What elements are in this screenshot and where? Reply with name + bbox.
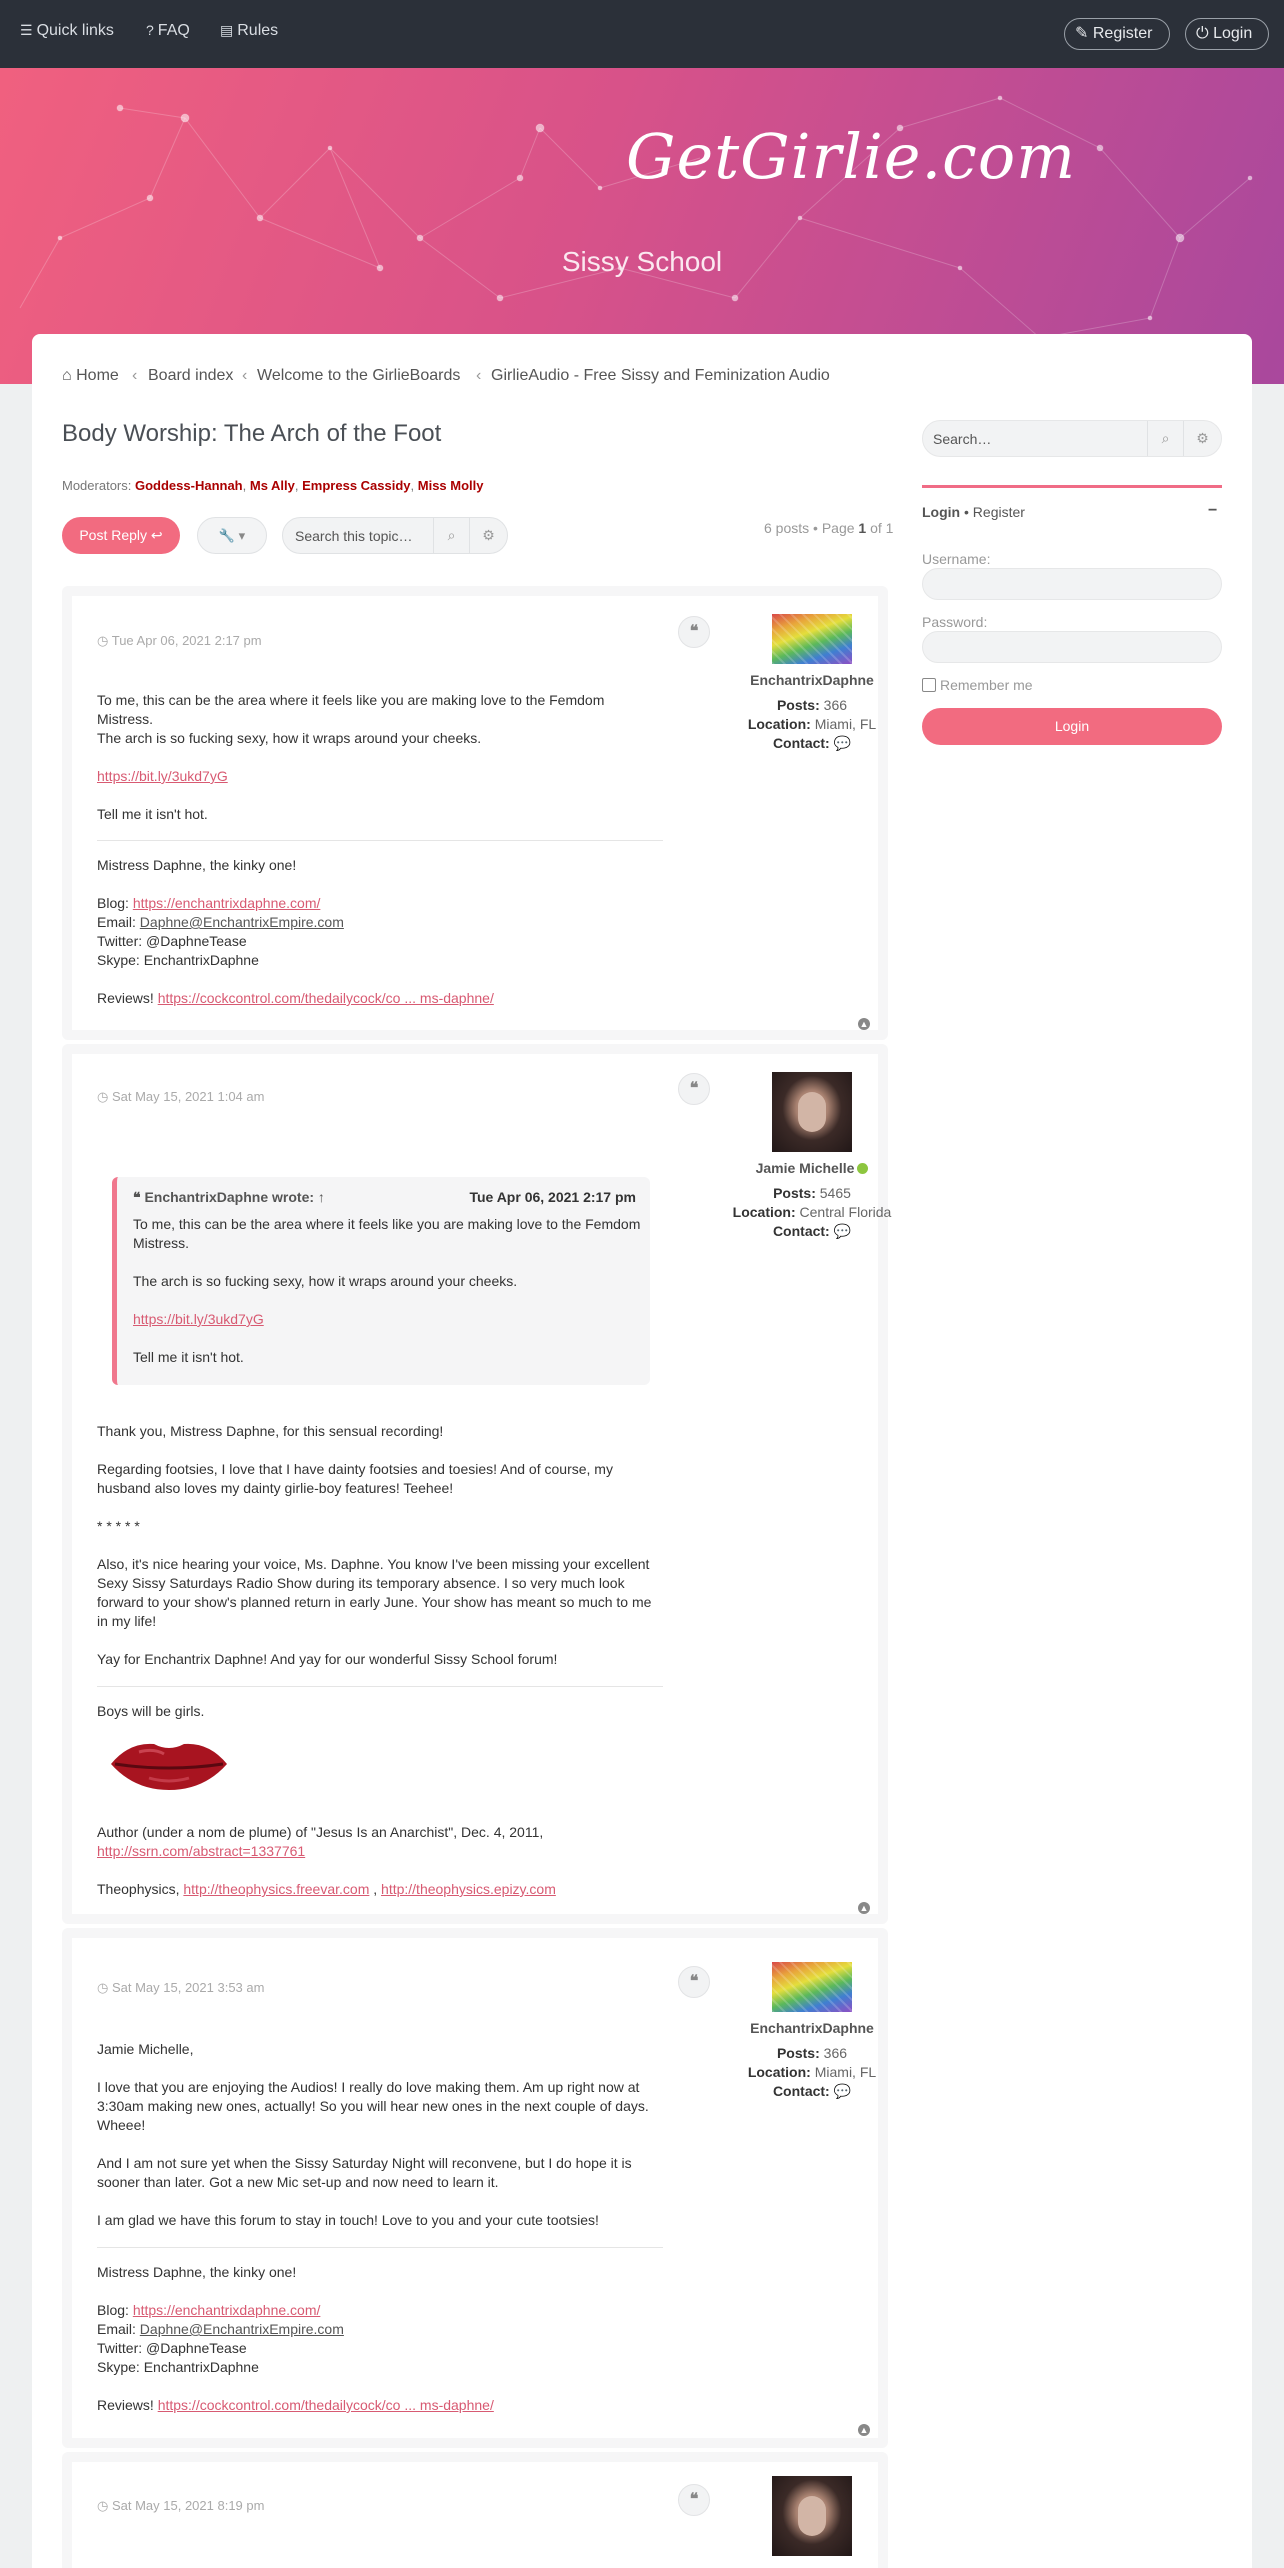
breadcrumb-separator: ‹ [242, 367, 248, 384]
post-text: I love that you are enjoying the Audios! I really do love making them. Am up right now at 3:30am making new ones, actually! So you will hear new ones in the next couple of days. Wheee! [97, 2079, 649, 2133]
contact-icon[interactable]: 💬 [833, 735, 852, 751]
post-date[interactable]: ◷ Sat May 15, 2021 8:19 pm [97, 2498, 265, 2513]
sidebar-login-link[interactable]: Login [922, 504, 961, 520]
signature-reviews: Reviews! https://cockcontrol.com/thedailycock/co ... ms-daphne/ [97, 990, 494, 1006]
book-icon: ▤ [220, 22, 234, 38]
post-text: The arch is so fucking sexy, how it wraps around your cheeks. [97, 730, 482, 746]
advanced-search-icon[interactable]: ⚙ [469, 518, 507, 553]
post-profile: EnchantrixDaphne Posts: 366 Location: Miami, FL Contact: 💬 [732, 1962, 892, 2101]
quote-button[interactable]: ❝ [678, 616, 710, 648]
username-field[interactable] [922, 568, 1222, 600]
breadcrumb-separator: ‹ [132, 367, 138, 384]
signature-text: Author (under a nom de plume) of "Jesus Is an Anarchist", Dec. 4, 2011, [97, 1824, 544, 1840]
signature-divider [97, 1686, 663, 1687]
post-profile: EnchantrixDaphne Posts: 366 Location: Miami, FL Contact: 💬 [732, 614, 892, 753]
signature-blog: Blog: https://enchantrixdaphne.com/ [97, 895, 321, 911]
post-text: To me, this can be the area where it feels like you are making love to the Femdom Mistress. [97, 692, 605, 727]
signature-link[interactable]: http://ssrn.com/abstract=1337761 [97, 1843, 306, 1859]
clock-icon: ◷ [97, 633, 109, 648]
moderator-link[interactable]: Ms Ally [249, 478, 295, 493]
post-profile: Jamie Michelle Posts: 5465 Location: Central Florida Contact: 💬 [732, 1072, 892, 1241]
avatar[interactable] [772, 614, 852, 664]
signature-text: Mistress Daphne, the kinky one! [97, 857, 297, 873]
moderator-link[interactable]: Empress Cassidy [302, 478, 411, 493]
post-date[interactable]: ◷ Tue Apr 06, 2021 2:17 pm [97, 633, 262, 648]
back-to-top-icon[interactable]: ▲ [859, 1903, 869, 1913]
username-link[interactable]: EnchantrixDaphne [750, 672, 874, 688]
top-navbar [0, 0, 1284, 68]
password-field[interactable] [922, 631, 1222, 663]
breadcrumb-board-index[interactable]: Board index [148, 367, 234, 384]
remember-me-checkbox[interactable] [922, 678, 936, 692]
clock-icon: ◷ [97, 1980, 109, 1995]
breadcrumb-subforum[interactable]: GirlieAudio - Free Sissy and Feminization Audio [491, 367, 830, 384]
post [62, 1928, 888, 2448]
signature-text: Skype: EnchantrixDaphne [97, 2359, 259, 2375]
moderator-link[interactable]: Miss Molly [417, 478, 484, 493]
remember-me: Remember me [922, 677, 1033, 693]
moderators: Moderators: Goddess-Hannah, Ms Ally, Empress Cassidy, Miss Molly [62, 478, 484, 493]
pagination: 6 posts • Page 1 of 1 [764, 520, 894, 536]
sidebar-accent-bar [922, 485, 1222, 488]
post-text: Thank you, Mistress Daphne, for this sensual recording! [97, 1423, 444, 1439]
signature-reviews: Reviews! https://cockcontrol.com/thedailycock/co ... ms-daphne/ [97, 2397, 494, 2413]
post-profile [732, 2476, 892, 2556]
signature-links: Theophysics, http://theophysics.freevar.com , http://theophysics.epizy.com [97, 1881, 556, 1897]
signature-text: Twitter: @DaphneTease [97, 2340, 247, 2356]
post [62, 1044, 892, 1924]
signature-email: Email: Daphne@EnchantrixEmpire.com [97, 2321, 344, 2337]
register-button[interactable]: ✎ Register [1064, 18, 1170, 50]
back-to-top-icon[interactable]: ▲ [859, 2425, 869, 2435]
site-description: Sissy School [561, 246, 723, 277]
post-text: Also, it's nice hearing your voice, Ms. Daphne. You know I've been missing your excellent Sexy Sissy Saturdays Radio Show during its temporary absence. I so very much look forward to your show's planned return in early June. Your show has meant so much to me in my life! [97, 1556, 652, 1629]
quote-citation: ❝ EnchantrixDaphne wrote: ↑ [133, 1189, 325, 1205]
login-button[interactable]: ⏻ Login [1185, 18, 1269, 50]
wrench-icon: 🔧 [218, 528, 236, 543]
post-reply-button[interactable]: Post Reply ↩ [62, 517, 180, 554]
faq-link[interactable]: ? FAQ [146, 22, 190, 39]
post-text: I am glad we have this forum to stay in touch! Love to you and your cute tootsies! [97, 2212, 599, 2228]
breadcrumb-separator: ‹ [476, 367, 482, 384]
breadcrumb-forum[interactable]: Welcome to the GirlieBoards [257, 367, 461, 384]
quick-links-menu[interactable]: ☰ Quick links [20, 22, 114, 39]
reply-icon: ↩ [150, 527, 163, 543]
breadcrumb-home[interactable]: ⌂ Home [62, 367, 119, 384]
clock-icon: ◷ [97, 2498, 109, 2513]
moderator-link[interactable]: Goddess-Hannah [135, 478, 243, 493]
username-link[interactable]: Jamie Michelle [755, 1160, 855, 1176]
sidebar-login-button[interactable]: Login [922, 708, 1222, 745]
edit-icon: ✎ [1075, 25, 1089, 42]
post-text: And I am not sure yet when the Sissy Saturday Night will reconvene, but I do hope it is sooner than later. Got a new Mic set-up and now need to learn it. [97, 2155, 632, 2190]
topic-title[interactable]: Body Worship: The Arch of the Foot [62, 420, 442, 447]
signature-divider [97, 2247, 663, 2248]
post-date[interactable]: ◷ Sat May 15, 2021 1:04 am [97, 1089, 265, 1104]
avatar[interactable] [772, 2476, 852, 2556]
quote-link[interactable]: https://bit.ly/3ukd7yG [133, 1311, 264, 1327]
post-text: Regarding footsies, I love that I have dainty footsies and toesies! And of course, my husband also loves my dainty girlie-boy features! Teehee! [97, 1461, 613, 1496]
username-label: Username: [922, 551, 991, 567]
sidebar-search-box [922, 420, 1222, 457]
advanced-search-icon[interactable]: ⚙ [1183, 421, 1221, 456]
caret-down-icon: ▾ [238, 528, 246, 543]
question-icon: ? [146, 22, 154, 38]
signature-email: Email: Daphne@EnchantrixEmpire.com [97, 914, 344, 930]
power-icon: ⏻ [1196, 25, 1209, 42]
blockquote: ❝ EnchantrixDaphne wrote: ↑ Tue Apr 06, 2021 2:17 pm To me, this can be the area where it feels like you are making love to the Femdom Mistress. The arch is so fucking sexy, how it wraps around your cheeks. https://bit.ly/3ukd7yG Tell me it isn't hot. [112, 1177, 650, 1385]
post-text: Yay for Enchantrix Daphne! And yay for our wonderful Sissy School forum! [97, 1651, 558, 1667]
signature-divider [97, 840, 663, 841]
contact-icon[interactable]: 💬 [833, 1223, 852, 1239]
sidebar-login-header: Login • Register [922, 504, 1025, 520]
site-logo[interactable]: GetGirlie.com [626, 120, 1077, 193]
signature-blog: Blog: https://enchantrixdaphne.com/ [97, 2302, 321, 2318]
post [62, 2452, 888, 2568]
topic-tools-dropdown[interactable] [197, 517, 267, 554]
avatar[interactable] [772, 1962, 852, 2012]
sidebar-search-input[interactable]: Search… [933, 431, 992, 447]
post-text: * * * * * [97, 1518, 140, 1534]
home-icon: ⌂ [62, 367, 72, 384]
search-icon[interactable]: ⌕ [433, 518, 469, 553]
post-text: Jamie Michelle, [97, 2041, 194, 2057]
password-label: Password: [922, 614, 988, 630]
contact-icon[interactable]: 💬 [833, 2083, 852, 2099]
rules-link[interactable]: ▤ Rules [220, 22, 279, 39]
topic-search-box [282, 517, 508, 554]
lips-image [109, 1734, 229, 1792]
signature-text: Twitter: @DaphneTease [97, 933, 247, 949]
sidebar-register-link[interactable]: Register [972, 504, 1025, 520]
avatar[interactable] [772, 1072, 852, 1152]
quote-icon: ❝ [133, 1189, 141, 1205]
post-link[interactable]: https://bit.ly/3ukd7yG [97, 768, 228, 784]
quote-date: Tue Apr 06, 2021 2:17 pm [469, 1189, 636, 1205]
hamburger-icon: ☰ [20, 22, 33, 38]
signature-text: Mistress Daphne, the kinky one! [97, 2264, 297, 2280]
online-status-icon [857, 1163, 868, 1174]
quote-button[interactable]: ❝ [678, 2484, 710, 2516]
username-link[interactable]: EnchantrixDaphne [750, 2020, 874, 2036]
topic-search-input[interactable]: Search this topic… [295, 528, 413, 544]
search-icon[interactable]: ⌕ [1147, 421, 1183, 456]
quote-button[interactable]: ❝ [678, 1966, 710, 1998]
post [62, 586, 888, 1040]
post-date[interactable]: ◷ Sat May 15, 2021 3:53 am [97, 1980, 265, 1995]
up-arrow-icon[interactable]: ↑ [317, 1189, 325, 1205]
clock-icon: ◷ [97, 1089, 109, 1104]
back-to-top-icon[interactable]: ▲ [859, 1019, 869, 1029]
signature-text: Boys will be girls. [97, 1703, 205, 1719]
quote-button[interactable]: ❝ [678, 1073, 710, 1105]
collapse-icon[interactable]: − [1208, 502, 1218, 519]
post-text: Tell me it isn't hot. [97, 806, 208, 822]
signature-text: Skype: EnchantrixDaphne [97, 952, 259, 968]
